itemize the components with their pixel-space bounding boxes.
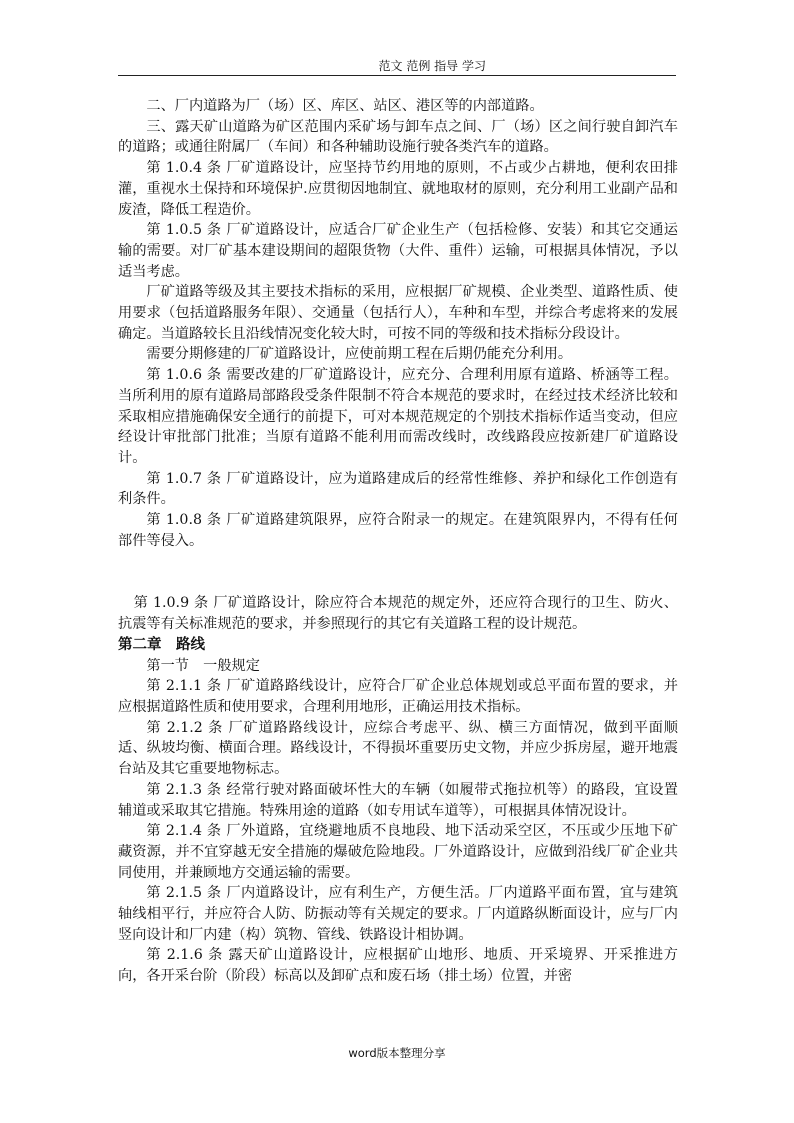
paragraph: 第 1.0.4 条 厂矿道路设计，应坚持节约用地的原则，不占或少占耕地，便利农田排灌，重视水土保持和环境保护.应贯彻因地制宜、就地取材的原则，充分利用工业副产品和废渣，降低工程造价。 (118, 160, 678, 218)
section-title: 第一节 一般规定 (146, 657, 260, 674)
paragraph: 第 2.1.4 条 厂外道路，宜绕避地质不良地段、地下活动采空区，不压或少压地下矿藏资源，并不宜穿越无安全措施的爆破危险地段。厂外道路设计，应做到沿线厂矿企业共同使用，并兼顾地方交通运输的需要。 (118, 823, 678, 881)
page-header (118, 55, 676, 76)
paragraph: 第 2.1.3 条 经常行驶对路面破坏性大的车辆（如履带式拖拉机等）的路段，宜设置辅道或采取其它措施。特殊用途的道路（如专用试车道等），可根据具体情况设计。 (118, 781, 678, 819)
page-footer: word版本整理分享 (348, 1046, 446, 1060)
paragraph: 需要分期修建的厂矿道路设计，应使前期工程在后期仍能充分利用。 (146, 346, 573, 363)
paragraph-1-0-9: 第 1.0.9 条 厂矿道路设计，除应符合本规范的规定外，还应符合现行的卫生、防火、抗震等有关标准规范的要求，并参照现行的其它有关道路工程的设计规范。 (118, 595, 678, 633)
paragraph: 第 1.0.8 条 厂矿道路建筑限界，应符合附录一的规定。在建筑限界内，不得有任何部件等侵入。 (118, 512, 678, 549)
document-body (118, 96, 678, 987)
blank-gap (118, 551, 678, 593)
paragraph: 第 2.1.6 条 露天矿山道路设计，应根据矿山地形、地质、开采境界、开采推进方向，各开采台阶（阶段）标高以及卸矿点和废石场（排土场）位置，并密 (118, 947, 678, 985)
paragraph: 二、厂内道路为厂（场）区、库区、站区、港区等的内部道路。 (146, 98, 544, 114)
paragraph: 厂矿道路等级及其主要技术指标的采用，应根据厂矿规模、企业类型、道路性质、使用要求（包括道路服务年限）、交通量（包括行人），车种和车型，并综合考虑将来的发展确定。当道路较长且沿线情况变化较大时，可按不同的等级和技术指标分段设计。 (118, 284, 678, 342)
header-text: 范文 范例 指导 学习 (378, 59, 486, 73)
paragraph: 三、露天矿山道路为矿区范围内采矿场与卸车点之间、厂（场）区之间行驶自卸汽车的道路；或通往附属厂（车间）和各种辅助设施行驶各类汽车的道路。 (118, 118, 678, 156)
paragraph: 第 1.0.7 条 厂矿道路设计，应为道路建成后的经常性维修、养护和绿化工作创造有利条件。 (118, 470, 678, 508)
paragraph: 第 1.0.5 条 厂矿道路设计，应适合厂矿企业生产（包括检修、安装）和其它交通运输的需要。对厂矿基本建设期间的超限货物（大件、重件）运输，可根据具体情况，予以适当考虑。 (118, 222, 678, 280)
paragraph: 第 2.1.5 条 厂内道路设计，应有利生产，方便生活。厂内道路平面布置，宜与建筑轴线相平行，并应符合人防、防振动等有关规定的要求。厂内道路纵断面设计，应与厂内竖向设计和厂内建（构）筑物、管线、铁路设计相协调。 (118, 885, 678, 943)
paragraph: 第 2.1.2 条 厂矿道路路线设计，应综合考虑平、纵、横三方面情况，做到平面顺适、纵坡均衡、横面合理。路线设计，不得损坏重要历史文物，并应少拆房屋，避开地震台站及其它重要地物标志。 (118, 719, 678, 778)
chapter-title: 第二章 路线 (118, 636, 205, 653)
paragraph: 第 1.0.6 条 需要改建的厂矿道路设计，应充分、合理利用原有道路、桥涵等工程。当所利用的原有道路局部路段受条件限制不符合本规范的要求时，在经过技术经济比较和采取相应措施确保安全通行的前提下，可对本规范规定的个别技术指标作适当变动，但应经设计审批部门批准；当原有道路不能利用而需改线时，改线路段应按新建厂矿道路设计。 (118, 367, 678, 466)
paragraph: 第 2.1.1 条 厂矿道路路线设计，应符合厂矿企业总体规划或总平面布置的要求，并应根据道路性质和使用要求，合理利用地形，正确运用技术指标。 (118, 678, 678, 715)
